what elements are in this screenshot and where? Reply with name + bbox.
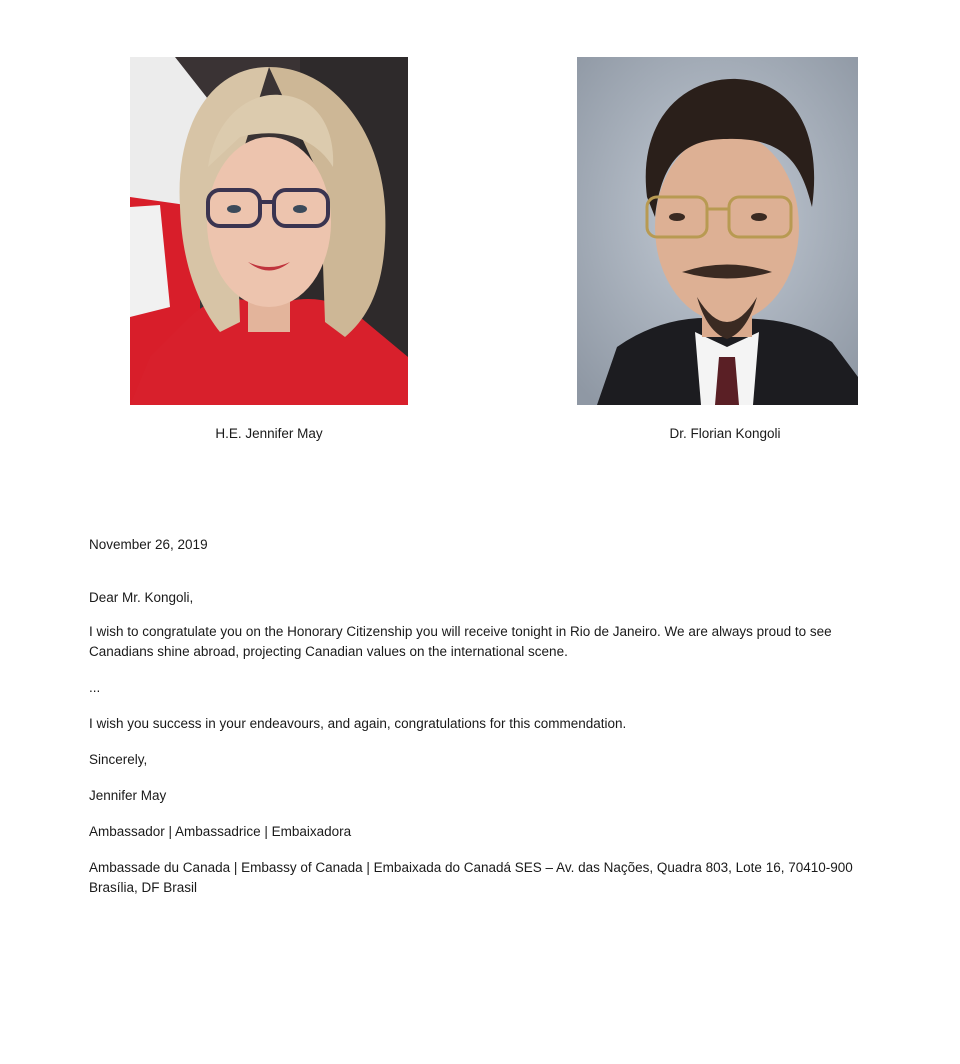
- letter-body: [89, 535, 879, 914]
- letter-salutation: Dear Mr. Kongoli,: [89, 590, 194, 605]
- portrait-photo-florian-kongoli: [577, 57, 858, 405]
- letter-closing: Sincerely,: [89, 752, 148, 767]
- caption-jennifer-may: H.E. Jennifer May: [215, 426, 323, 441]
- letter-ellipsis: ...: [89, 680, 101, 695]
- letter-title: Ambassador | Ambassadrice | Embaixadora: [89, 824, 352, 839]
- portrait-photo-jennifer-may: [130, 57, 408, 405]
- letter-address: Ambassade du Canada | Embassy of Canada | Embaixada do Canadá SES – Av. das Nações, Quadra 803, Lote 16, 70410-900 Brasília, DF Brasil: [89, 860, 853, 895]
- caption-florian-kongoli: Dr. Florian Kongoli: [669, 426, 781, 441]
- letter-paragraph-2: I wish you success in your endeavours, and again, congratulations for this commendation.: [89, 716, 627, 731]
- letter-date: November 26, 2019: [89, 537, 208, 552]
- letter-signatory: Jennifer May: [89, 788, 167, 803]
- letter-paragraph-1: I wish to congratulate you on the Honorary Citizenship you will receive tonight in Rio de Janeiro. We are always proud to see Canadians shine abroad, projecting Canadian values on the international scene.: [89, 624, 832, 659]
